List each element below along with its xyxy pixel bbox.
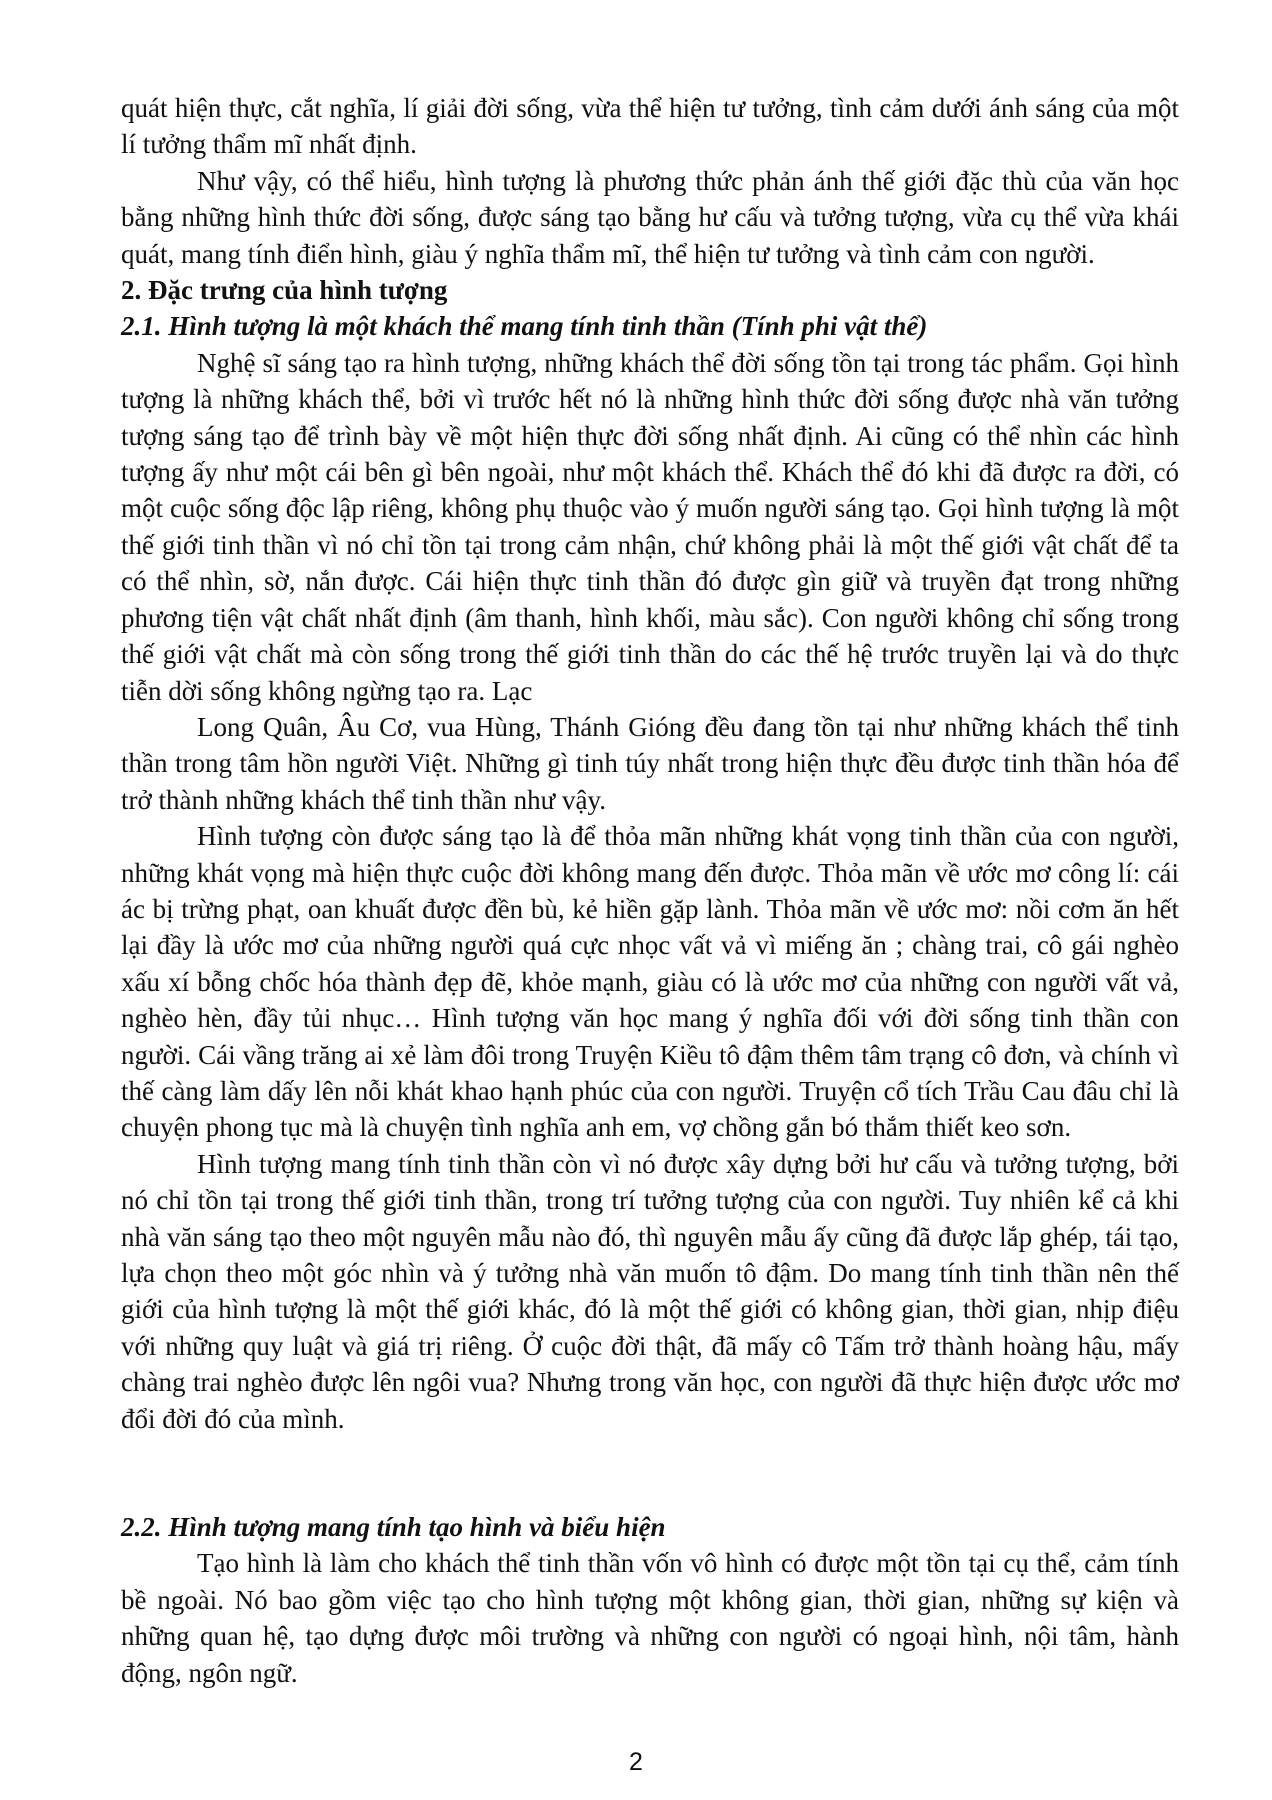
section-2-1-paragraph: Nghệ sĩ sáng tạo ra hình tượng, những khách thể đời sống tồn tại trong tác phẩm. Gọi hình tượng là những khách thể, bởi vì trước hết nó là những hình thức đời sống được nhà văn tưởng tượng sáng tạo để trình bày về một hiện thực đời sống nhất định. Ai cũng có thể nhìn các hình tượng ấy như một cái bên gì bên ngoài, như một khách thể. Khách thể đó khi đã được ra đời, có một cuộc sống độc lập riêng, không phụ thuộc vào ý muốn người sáng tạo. Gọi hình tượng là một thế giới tinh thần vì nó chỉ tồn tại trong cảm nhận, chứ không phải là một thế giới vật chất để ta có thể nhìn, sờ, nắn được. Cái hiện thực tinh thần đó được gìn giữ và truyền đạt trong những phương tiện vật chất nhất định (âm thanh, hình khối, màu sắc). Con người không chỉ sống trong thế giới vật chất mà còn sống trong thế giới tinh thần do các thế hệ trước truyền lại và do thực tiễn dời sống không ngừng tạo ra. Lạc [121,347,1179,706]
section-2-1-paragraph: Hình tượng mang tính tinh thần còn vì nó được xây dựng bởi hư cấu và tưởng tượng, bởi nó chỉ tồn tại trong thế giới tinh thần, trong trí tưởng tượng của con người. Tuy nhiên kể cả khi nhà văn sáng tạo theo một nguyên mẫu nào đó, thì nguyên mẫu ấy cũng đã được lắp ghép, tái tạo, lựa chọn theo một góc nhìn và ý tưởng nhà văn muốn tô đậm. Do mang tính tinh thần nên thế giới của hình tượng là một thế giới khác, đó là một thế giới có không gian, thời gian, nhịp điệu với những quy luật và giá trị riêng. Ở cuộc đời thật, đã mấy cô Tấm trở thành hoàng hậu, mấy chàng trai nghèo được lên ngôi vua? Nhưng trong văn học, con người đã thực hiện được ước mơ đổi đời đó của mình. [121,1148,1179,1434]
intro-paragraph-continuation: quát hiện thực, cắt nghĩa, lí giải đời sống, vừa thể hiện tư tưởng, tình cảm dưới ánh sáng của một lí tưởng thẩm mĩ nhất định. [121,93,1179,160]
section-2-1-paragraph: Hình tượng còn được sáng tạo là để thỏa mãn những khát vọng tinh thần của con người, những khát vọng mà hiện thực cuộc đời không mang đến được. Thỏa mãn về ước mơ công lí: cái ác bị trừng phạt, oan khuất được đền bù, kẻ hiền gặp lành. Thỏa mãn về ước mơ: nồi cơm ăn hết lại đầy là ước mơ của những người quá cực nhọc vất vả vì miếng ăn ; chàng trai, cô gái nghèo xấu xí bỗng chốc hóa thành đẹp đẽ, khỏe mạnh, giàu có là ước mơ của những con người vất vả, nghèo hèn, đầy tủi nhục… Hình tượng văn học mang ý nghĩa đối với đời sống tinh thần con người. Cái vầng trăng ai xẻ làm đôi trong Truyện Kiều tô đậm thêm tâm trạng cô đơn, và chính vì thế càng làm dấy lên nỗi khát khao hạnh phúc của con người. Truyện cổ tích Trầu Cau đâu chỉ là chuyện phong tục mà là chuyện tình nghĩa anh em, vợ chồng gắn bó thắm thiết keo sơn. [121,821,1179,1143]
intro-paragraph: Như vậy, có thể hiểu, hình tượng là phương thức phản ánh thế giới đặc thù của văn học bằng những hình thức đời sống, được sáng tạo bằng hư cấu và tưởng tượng, vừa cụ thể vừa khái quát, mang tính điển hình, giàu ý nghĩa thẩm mĩ, thể hiện tư tưởng và tình cảm con người. [121,165,1179,269]
section-spacer [121,1437,1179,1509]
section-2-1-heading: 2.1. Hình tượng là một khách thể mang tính tinh thần (Tính phi vật thể) [121,311,928,342]
section-2-2-heading: 2.2. Hình tượng mang tính tạo hình và biểu hiện [121,1512,666,1543]
section-2-2-paragraph: Tạo hình là làm cho khách thể tinh thần vốn vô hình có được một tồn tại cụ thể, cảm tính bề ngoài. Nó bao gồm việc tạo cho hình tượng một không gian, thời gian, những sự kiện và những quan hệ, tạo dựng được môi trường và những con người có ngoại hình, nội tâm, hành động, ngôn ngữ. [121,1548,1179,1688]
document-body [121,90,1179,1691]
section-2-1-paragraph: Long Quân, Âu Cơ, vua Hùng, Thánh Gióng đều đang tồn tại như những khách thể tinh thần trong tâm hồn người Việt. Những gì tinh túy nhất trong hiện thực đều được tinh thần hóa để trở thành những khách thể tinh thần như vậy. [121,711,1179,815]
page-number: 2 [629,1748,643,1776]
section-2-heading: 2. Đặc trưng của hình tượng [121,275,448,306]
